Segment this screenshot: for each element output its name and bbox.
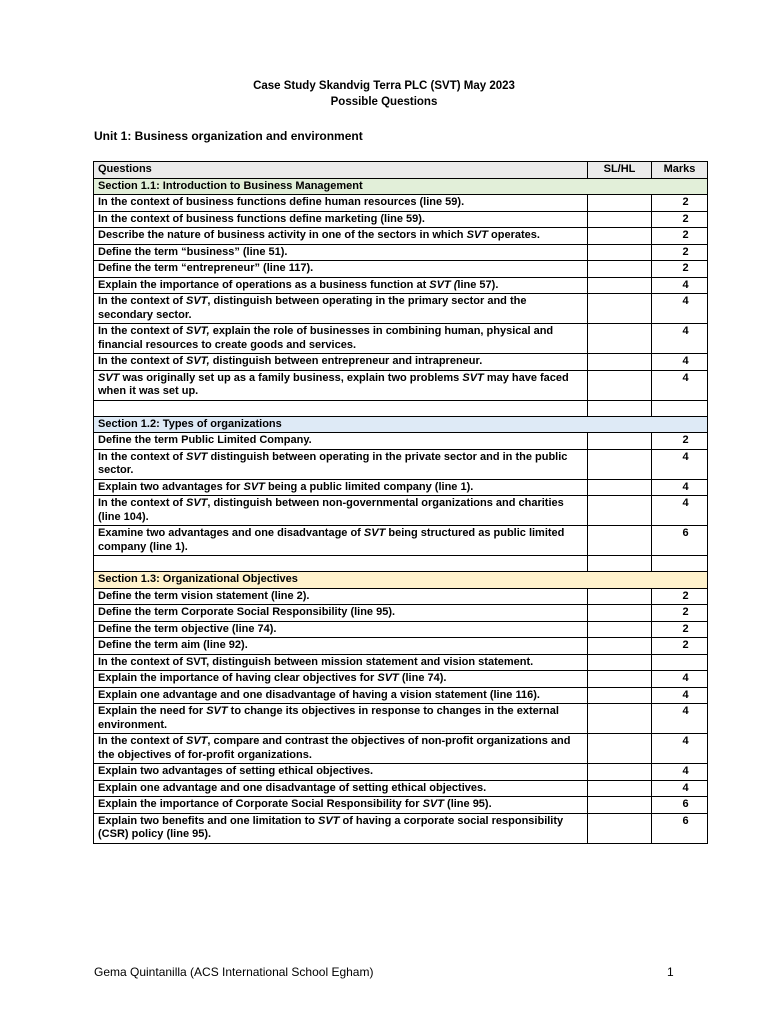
sl-hl-cell (588, 780, 652, 797)
blank-cell (588, 556, 652, 572)
marks-cell (652, 654, 708, 671)
question-row (94, 324, 708, 354)
question-text: Describe the nature of business activity in one of the sectors in which SVT operates. (94, 228, 588, 245)
question-row (94, 671, 708, 688)
marks-cell: 4 (652, 704, 708, 734)
marks-cell: 4 (652, 780, 708, 797)
question-text: In the context of SVT, distinguish between non-governmental organizations and charities (line 104). (94, 496, 588, 526)
sl-hl-cell (588, 277, 652, 294)
sl-hl-cell (588, 324, 652, 354)
marks-cell: 4 (652, 687, 708, 704)
question-row (94, 526, 708, 556)
italic-text: SVT, (186, 355, 210, 367)
blank-cell (652, 400, 708, 416)
sl-hl-cell (588, 621, 652, 638)
question-text: Explain the importance of Corporate Social Responsibility for SVT (line 95). (94, 797, 588, 814)
marks-cell: 4 (652, 734, 708, 764)
question-text: Define the term “business” (line 51). (94, 244, 588, 261)
document-subtitle: Possible Questions (330, 96, 438, 108)
question-text: Define the term vision statement (line 2). (94, 588, 588, 605)
italic-text: SVT (186, 450, 208, 463)
sl-hl-cell (588, 449, 652, 479)
marks-cell: 6 (652, 797, 708, 814)
question-row (94, 449, 708, 479)
unit-heading: Unit 1: Business organization and environment (94, 129, 363, 143)
sl-hl-cell (588, 687, 652, 704)
question-row (94, 211, 708, 228)
question-row (94, 354, 708, 371)
marks-cell: 2 (652, 638, 708, 655)
question-row (94, 797, 708, 814)
question-text: Explain one advantage and one disadvantage of setting ethical objectives. (94, 780, 588, 797)
question-text: Explain one advantage and one disadvantage of having a vision statement (line 116). (94, 687, 588, 704)
marks-cell: 2 (652, 588, 708, 605)
blank-cell (94, 556, 588, 572)
question-text: In the context of business functions define human resources (line 59). (94, 195, 588, 212)
sl-hl-cell (588, 211, 652, 228)
sl-hl-cell (588, 797, 652, 814)
italic-text: SVT (466, 229, 488, 241)
question-text: Explain two benefits and one limitation to SVT of having a corporate social responsibility (CSR) policy (line 95). (94, 813, 588, 843)
marks-cell: 2 (652, 195, 708, 212)
question-text: Define the term “entrepreneur” (line 117). (94, 261, 588, 278)
question-row (94, 734, 708, 764)
question-row (94, 228, 708, 245)
sl-hl-cell (588, 704, 652, 734)
question-row (94, 605, 708, 622)
sl-hl-cell (588, 370, 652, 400)
question-row (94, 764, 708, 781)
question-row (94, 813, 708, 843)
marks-cell: 6 (652, 526, 708, 556)
question-text: Explain the importance of operations as a business function at SVT (line 57). (94, 277, 588, 294)
marks-cell: 4 (652, 277, 708, 294)
question-row (94, 277, 708, 294)
sl-hl-cell (588, 294, 652, 324)
question-row (94, 687, 708, 704)
sl-hl-cell (588, 433, 652, 450)
marks-cell: 2 (652, 244, 708, 261)
marks-cell: 4 (652, 496, 708, 526)
section-header-row (94, 178, 708, 195)
marks-cell: 2 (652, 433, 708, 450)
marks-cell: 4 (652, 449, 708, 479)
question-row (94, 496, 708, 526)
blank-cell (652, 556, 708, 572)
italic-text: SVT (422, 798, 444, 810)
italic-text: SVT ( (429, 278, 458, 291)
sl-hl-cell (588, 228, 652, 245)
question-row (94, 621, 708, 638)
question-row (94, 638, 708, 655)
sl-hl-cell (588, 764, 652, 781)
blank-row (94, 556, 708, 572)
marks-cell: 6 (652, 813, 708, 843)
italic-text: SVT (186, 735, 208, 747)
sl-hl-cell (588, 654, 652, 671)
question-row (94, 433, 708, 450)
page-number: 1 (667, 965, 674, 979)
italic-text: SVT (186, 295, 208, 307)
italic-text: SVT, (186, 325, 210, 337)
marks-cell: 4 (652, 370, 708, 400)
table-header-row (94, 162, 708, 179)
section-title: Section 1.3: Organizational Objectives (94, 572, 708, 589)
italic-text: SVT (363, 527, 386, 539)
questions-table (93, 161, 708, 844)
italic-text: SVT (243, 480, 265, 493)
sl-hl-cell (588, 496, 652, 526)
header-questions: Questions (94, 162, 588, 179)
marks-cell: 2 (652, 211, 708, 228)
question-text: Define the term Public Limited Company. (94, 433, 588, 450)
marks-cell: 2 (652, 261, 708, 278)
question-row (94, 780, 708, 797)
header-marks: Marks (652, 162, 708, 179)
sl-hl-cell (588, 813, 652, 843)
marks-cell: 4 (652, 671, 708, 688)
question-text: Explain the importance of having clear objectives for SVT (line 74). (94, 671, 588, 688)
question-row (94, 370, 708, 400)
sl-hl-cell (588, 244, 652, 261)
question-text: Define the term aim (line 92). (94, 638, 588, 655)
question-row (94, 654, 708, 671)
question-row (94, 588, 708, 605)
sl-hl-cell (588, 354, 652, 371)
sl-hl-cell (588, 734, 652, 764)
italic-text: SVT (318, 814, 340, 827)
question-text: In the context of SVT, distinguish between mission statement and vision statement. (94, 654, 588, 671)
question-text: In the context of SVT, distinguish between operating in the primary sector and the secondary sector. (94, 294, 588, 324)
sl-hl-cell (588, 526, 652, 556)
italic-text: SVT (462, 371, 484, 384)
question-text: Define the term Corporate Social Responsibility (line 95). (94, 605, 588, 622)
question-text: SVT was originally set up as a family business, explain two problems SVT may have faced when it was set up. (94, 370, 588, 400)
footer-author: Gema Quintanilla (ACS International School Egham) (94, 965, 374, 979)
question-text: Explain two advantages of setting ethical objectives. (94, 764, 588, 781)
blank-row (94, 400, 708, 416)
section-header-row (94, 572, 708, 589)
italic-text: SVT (206, 705, 228, 717)
question-row (94, 195, 708, 212)
question-row (94, 244, 708, 261)
question-text: In the context of SVT, compare and contrast the objectives of non-profit organizations and the objectives of for-profit organizations. (94, 734, 588, 764)
question-text: In the context of SVT, distinguish between entrepreneur and intrapreneur. (94, 354, 588, 371)
question-row (94, 704, 708, 734)
marks-cell: 4 (652, 324, 708, 354)
section-header-row (94, 416, 708, 433)
question-row (94, 261, 708, 278)
marks-cell: 2 (652, 621, 708, 638)
question-text: In the context of business functions define marketing (line 59). (94, 211, 588, 228)
italic-text: SVT (186, 497, 208, 509)
header-sl-hl: SL/HL (588, 162, 652, 179)
question-text: In the context of SVT distinguish between operating in the private sector and in the public sector. (94, 449, 588, 479)
sl-hl-cell (588, 638, 652, 655)
question-text: Examine two advantages and one disadvantage of SVT being structured as public limited company (line 1). (94, 526, 588, 556)
sl-hl-cell (588, 479, 652, 496)
blank-cell (94, 400, 588, 416)
marks-cell: 2 (652, 228, 708, 245)
section-title: Section 1.2: Types of organizations (94, 416, 708, 433)
marks-cell: 4 (652, 764, 708, 781)
italic-text: SVT (377, 672, 399, 684)
question-text: Explain the need for SVT to change its objectives in response to changes in the external environment. (94, 704, 588, 734)
section-title: Section 1.1: Introduction to Business Management (94, 178, 708, 195)
document-title: Case Study Skandvig Terra PLC (SVT) May 2023 (253, 80, 515, 92)
marks-cell: 2 (652, 605, 708, 622)
italic-text: SVT (98, 371, 120, 384)
question-text: Explain two advantages for SVT being a public limited company (line 1). (94, 479, 588, 496)
sl-hl-cell (588, 671, 652, 688)
sl-hl-cell (588, 195, 652, 212)
sl-hl-cell (588, 605, 652, 622)
question-row (94, 294, 708, 324)
question-row (94, 479, 708, 496)
sl-hl-cell (588, 261, 652, 278)
sl-hl-cell (588, 588, 652, 605)
marks-cell: 4 (652, 479, 708, 496)
marks-cell: 4 (652, 294, 708, 324)
marks-cell: 4 (652, 354, 708, 371)
question-text: In the context of SVT, explain the role of businesses in combining human, physical and financial resources to create goods and services. (94, 324, 588, 354)
blank-cell (588, 400, 652, 416)
question-text: Define the term objective (line 74). (94, 621, 588, 638)
